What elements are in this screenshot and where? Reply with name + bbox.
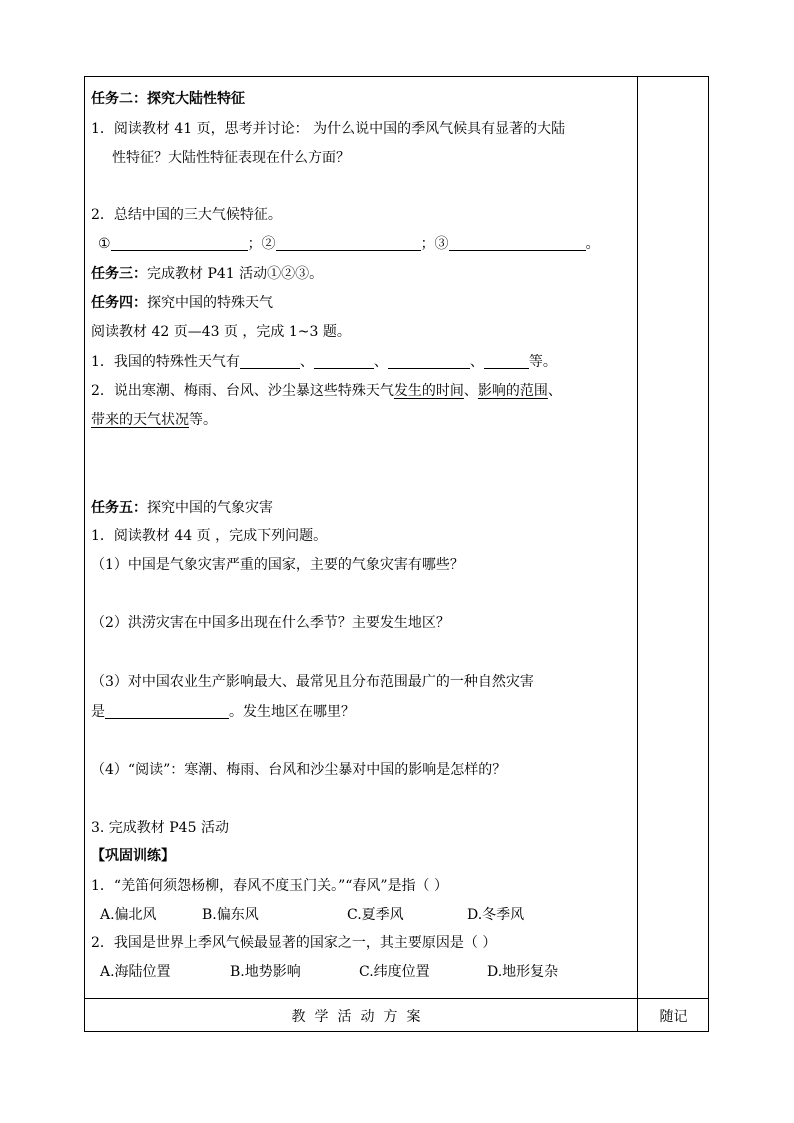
answer-blank-1[interactable]: [111, 235, 248, 251]
sep-2: 、: [373, 354, 388, 370]
task5-sub3-line1: （3）对中国农业生产影响最大、最常见且分布范围最广的一种自然灾害: [91, 674, 534, 690]
underline-range: 影响的范围: [477, 383, 548, 399]
task5-sub1: （1）中国是气象灾害严重的国家，主要的气象灾害有哪些？: [91, 557, 464, 573]
sep-1: 、: [299, 354, 314, 370]
task5-sub2: （2）洪涝灾害在中国多出现在什么季节？主要发生地区？: [91, 615, 450, 631]
task5-sub3-prefix: 是: [91, 704, 105, 720]
underline-weather: 带来的天气状况: [91, 412, 189, 428]
task2-q1-line1: 1．阅读教材 41 页，思考并讨论： 为什么说中国的季风气候具有显著的大陆: [91, 121, 566, 137]
task4-q1: [91, 352, 557, 372]
task5-sub4: （4）“阅读”：寒潮、梅雨、台风和沙尘暴对中国的影响是怎样的？: [91, 762, 507, 778]
weather-blank-4[interactable]: [484, 353, 529, 369]
task2-q2: 2．总结中国的三大气候特征。: [91, 207, 282, 223]
practice-q1-option-c[interactable]: C.夏季风: [347, 907, 404, 923]
task4-q2-line2: [91, 410, 217, 430]
answer-blank-2[interactable]: [276, 235, 421, 251]
sep-3: 、: [469, 354, 484, 370]
task5-item1: 1．阅读教材 44 页 ，完成下列问题。: [91, 528, 328, 544]
underline-time: 发生的时间: [393, 383, 464, 399]
task4-heading-text: 探究中国的特殊天气: [147, 295, 273, 311]
task3-line: [91, 264, 323, 284]
practice-q2: 2．我国是世界上季风气候最显著的国家之一，其主要原因是（ ）: [91, 935, 497, 951]
footer-notes: 随记: [659, 1008, 688, 1025]
task5-sub3-line2: [91, 702, 355, 722]
weather-blank-3[interactable]: [388, 353, 470, 369]
task5-heading: 任务五：: [91, 500, 147, 516]
task4-q1-suffix: 等。: [528, 354, 557, 370]
task4-intro: 阅读教材 42 页—43 页 ，完成 1~3 题。: [91, 324, 351, 340]
disaster-blank[interactable]: [105, 703, 229, 719]
practice-q1-option-a[interactable]: A.偏北风: [100, 907, 157, 923]
task3-text: 完成教材 P41 活动①②③。: [147, 266, 324, 282]
practice-q1: 1．“羌笛何须怨杨柳，春风不度玉门关。”“春风”是指（ ）: [91, 878, 448, 894]
practice-heading: 【巩固训练】: [91, 848, 175, 864]
practice-q1-option-b[interactable]: B.偏东风: [202, 907, 259, 923]
task4-q2-line1: [91, 381, 562, 401]
task4-heading-line: [91, 293, 273, 313]
task4-q2-prefix: 2．说出寒潮、梅雨、台风、沙尘暴这些特殊天气: [91, 383, 394, 399]
weather-blank-1[interactable]: [240, 353, 300, 369]
task4-heading: 任务四：: [91, 295, 147, 311]
task4-q2-end: 等。: [189, 412, 217, 428]
task5-sub3-suffix: 。发生地区在哪里？: [229, 704, 355, 720]
weather-blank-2[interactable]: [314, 353, 374, 369]
practice-q2-option-d[interactable]: D.地形复杂: [487, 964, 559, 980]
task2-q1-line2: 性特征？大陆性特征表现在什么方面？: [112, 150, 350, 166]
footer-teaching-plan: 教学活动方案: [291, 1008, 430, 1025]
answer-blank-3[interactable]: [449, 235, 586, 251]
task4-q2-tail: 、: [547, 383, 562, 399]
blank-sep-2: ；③: [420, 236, 449, 252]
task3-heading: 任务三：: [91, 266, 147, 282]
practice-q2-option-c[interactable]: C.纬度位置: [359, 964, 430, 980]
column-divider: [637, 76, 638, 1032]
practice-q2-option-b[interactable]: B.地势影响: [230, 964, 301, 980]
task2-blanks-row: [98, 234, 600, 254]
blank-sep-1: ；②: [247, 236, 276, 252]
task5-heading-text: 探究中国的气象灾害: [147, 500, 273, 516]
task2-heading: 任务二：探究大陆性特征: [91, 91, 245, 107]
task4-q1-prefix: 1．我国的特殊性天气有: [91, 354, 240, 370]
task5-item3: 3. 完成教材 P45 活动: [91, 820, 229, 836]
practice-q1-option-d[interactable]: D.冬季风: [467, 907, 525, 923]
blank-marker-1: ①: [98, 236, 111, 252]
blank-end: 。: [585, 236, 600, 252]
practice-q2-option-a[interactable]: A.海陆位置: [100, 964, 171, 980]
task4-q2-sep: 、: [463, 383, 478, 399]
task5-heading-line: [91, 498, 273, 518]
